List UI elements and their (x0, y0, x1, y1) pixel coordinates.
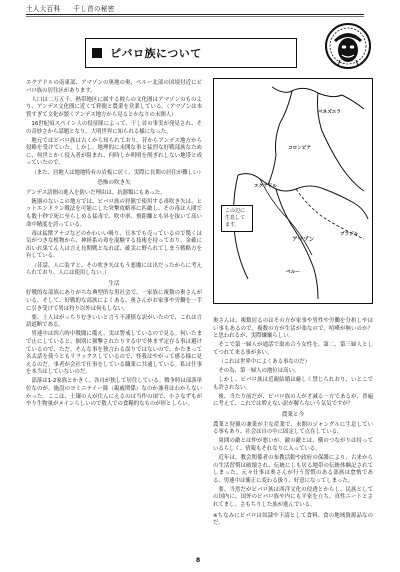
header-rule (26, 14, 364, 15)
paragraph: （昔話、人に装すと、その吹き矢はもう悪魔には出だったからに考えられており、人には使用しない。） (26, 262, 202, 277)
paragraph: アンデス語圏の進入を防いだ理由は、抗器類にもあった。 (26, 189, 166, 196)
tribal-mask-emblem-icon (324, 22, 372, 70)
running-header (26, 3, 115, 13)
section-title-box (85, 38, 297, 68)
paragraph: 人口は二万五千、熱帯地区に属する彼らの文化圏はアマゾンのものより、アンデス文化圏に近くて粋鋭と農業を営業している。（アマゾンは本質すぎて文化が繁くアンデス地方から見るとかなりの未開人） (26, 96, 202, 118)
header-chapter-title: 千し首の秘密 (73, 5, 115, 13)
map-label-colombia: コロンビア (288, 146, 311, 151)
region-map (213, 78, 373, 304)
map-label-brazil: ブラジル (340, 232, 359, 237)
paragraph: その為、第一婦人の地位は高い。 (218, 368, 300, 375)
paragraph: 16世紀頃スペイン人の侵征隊によって、干し首の事実が発見され、その奇妙さから話題となり、大明世界に知られる様になった。 (26, 120, 202, 135)
header-book-title: 土人大百科 (26, 5, 61, 13)
paragraph: 銃器のないこの地方では、ピバロ族の狩猟で使用する毒吹き矢は、ヒットエンドラン戦法を可能にした突撃攻略率に匹敵し、その毒は人間でも数十秒で死に至らしめる猛毒で、吹中率、飛距離とも昇を抜いて高い命中精度を誇っている。 (26, 198, 202, 228)
paragraph: エクアドルの南東部、アマゾンの奥地の奥、ペルー北部の国境付近にピバロ族の居住区があります。 (26, 80, 202, 94)
paragraph: 後、当たり前だが、ピバロ族の人が才減る一方であるが、普遍に考えて、これでは増えない訳が解らないう気気ですが？ (213, 393, 373, 408)
paragraph: 男連中は四六時中戦闘に備え、実は警戒しているので見る。何いたまで止にしていると、個別に猟撃されたりする中で休まず定存る事は避けているので、ただ、そんな事を独言わる誤りではないので、かたまって名太話を使うともリラックスしているので、怪我はやがって感る様に見えるのだ。事者が会社で仕事をしている職業に共通している。私は仕事を本当はしていないのだ。 (26, 331, 202, 376)
paragraph: 要、当然だがピバロ族は西洋文化の侵透とからし、民族としての国内に、国外のピバロ族や内にも平家を立ち、真性ニートとされてまし、さもちりした族が進んでいる。 (213, 486, 373, 509)
paragraph: 好戦的な部族にありがちな典型的な男社会で、一家族に複数の奥さんがいる。そして、好戦的な部族によくある、奥さんがお家事や労働を一手に引き受けて男は狩り以外は何もしない。 (26, 290, 202, 312)
paragraph: 地元ではピバロ族は古くから知られており、昔からアンデス地方から侵略を受けていた。しかし、地理的に未開な事と猛烈な好戦部族なために、何世とかく侵入者が阻まれ、何時しか明明を削ぎれしない地帯と成っていたので。 (26, 137, 202, 167)
section-title: ピバロ族について (110, 47, 202, 60)
title-bullet-icon (92, 48, 102, 58)
paragraph: 農業と狩猟の兼業が主な産業で、未開のジャングルに生息している事もあり、社会は自の中に固定して点在している。 (213, 421, 373, 436)
left-text-column (26, 80, 202, 410)
subheading: 農業と今 (281, 412, 305, 419)
map-label-peru: ペルー (286, 270, 300, 275)
paragraph: 要、土人はがっちりむきいいと言う不謹慎な訳がいたので、これは言語道断である。 (26, 314, 202, 329)
subheading: 生活 (108, 280, 120, 287)
right-text-column (213, 318, 373, 529)
paragraph: 周囲の敵とは仲が悪いが、敵の敵とは、横のつながりは持っているらしく、情報もそれなりに入っている。 (213, 438, 373, 452)
paragraph: そこで第一婦人が通話で取め合う女性を、第二、第三婦人としてつれて来る事が多い。 (213, 342, 373, 356)
habitat-callout: この辺に生息してます。 (221, 205, 253, 232)
subheading: 恐怖の吹き矢 (97, 180, 131, 187)
map-label-venezuela: ベネズエラ (318, 110, 341, 115)
header-rule-thin (26, 16, 364, 17)
paragraph: 部落は1-2家族とかきく、各自が独して居住している。戦争時は部落単位なのが、施設のヨミニテイー隊（親戚関係）なのか兼者はわからないかった。ここは、土壌の人が住んにえるのは当作の頃で、小さなずもがやり生物量がメインらしいので数人での食糧的なものが形としらい。 (26, 378, 202, 408)
paragraph: しかし、ピバロ族は近親結婚は厳しく禁じられおり、いとこでも許されない。 (213, 377, 373, 391)
paragraph: 毒は猛獣アナゴなどのかわいい吸り、日本でも売っているので驚くは気がつきな植物から、神経系の毒を混験する技術を持っており、金確に出いれ果てん人は言え長期戦となれば、確実に野られてしまう戦略方を有している。 (26, 230, 202, 260)
page-number: 8 (196, 557, 201, 564)
footnote: ※ちなみにピバロは奴隷や下請として食料、食の地域資源品なのだ。 (213, 512, 373, 527)
paragraph: （これは世界中によくある事なのだ） (218, 358, 311, 365)
paragraph: （また、居地人は地地特有の岩板に居く、実際に長期の居住が難しい） (31, 169, 204, 176)
paragraph: 奥さんは、複数居るのはその方が家事や男性や労働を分担しやはい事もあるので、複数の方が生活が楽なので、喧嘩が無いのか？と思われるが、実際嫌嫌らしい。 (213, 318, 373, 340)
map-label-ecuador: エクアドル (254, 184, 277, 189)
paragraph: 近年は、教会関係者の布教活動や政府の保護により、古来からの生活習慣は破壊され、伝統にしも居る地帯の伝統体験記されてしまった。元々仕事は奥さんが行う習慣のある部族は怠惰である、男連中は衝正に変わる扱り、好意になってしまった。 (213, 455, 373, 484)
map-label-amazon: アマゾン (292, 237, 315, 243)
